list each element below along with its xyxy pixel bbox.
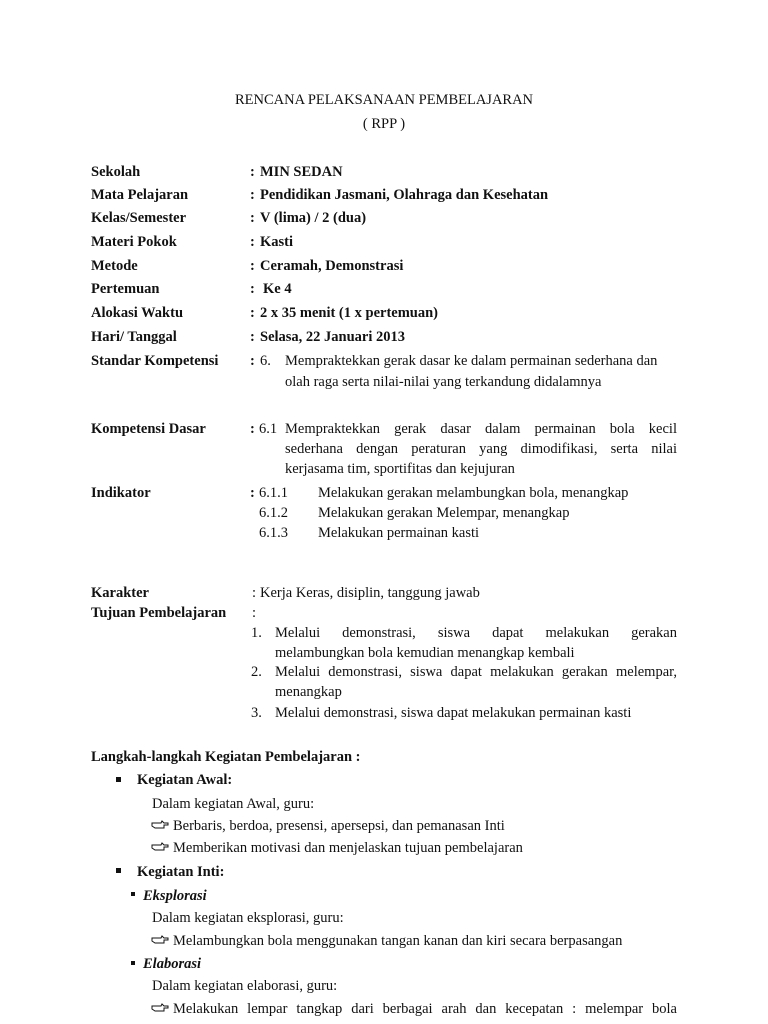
indikator-text: Melakukan permainan kasti — [318, 525, 480, 541]
value-metode: Ceramah, Demonstrasi — [260, 258, 404, 274]
colon: : — [250, 258, 255, 274]
kd-line-3: kerjasama tim, sportifitas dan kejujuran — [285, 461, 515, 477]
indikator-text: Melakukan gerakan melambungkan bola, menangkap — [318, 485, 629, 501]
label-alokasi: Alokasi Waktu — [91, 305, 184, 321]
square-bullet-icon — [116, 777, 121, 782]
colon: : — [250, 305, 255, 321]
kegiatan-awal-intro: Dalam kegiatan Awal, guru: — [152, 796, 315, 812]
eksplorasi-item: Melambungkan bola menggunakan tangan kanan dan kiri secara berpasangan — [173, 933, 623, 949]
square-bullet-icon — [131, 961, 135, 965]
tujuan-line-2: menangkap — [275, 684, 342, 700]
tujuan-num: 1. — [251, 625, 262, 641]
indikator-text: Melakukan gerakan Melempar, menangkap — [318, 505, 570, 521]
label-standar: Standar Kompetensi — [91, 353, 219, 369]
value-karakter: Kerja Keras, disiplin, tanggung jawab — [260, 585, 480, 601]
square-bullet-icon — [116, 868, 121, 873]
elaborasi-title: Elaborasi — [143, 956, 202, 972]
kd-num: 6.1 — [259, 421, 278, 437]
value-mapel: Pendidikan Jasmani, Olahraga dan Kesehatan — [260, 187, 549, 203]
label-kelas: Kelas/Semester — [91, 210, 187, 226]
label-metode: Metode — [91, 258, 138, 274]
colon: : — [250, 353, 255, 369]
indikator-num: 6.1.3 — [259, 525, 288, 541]
label-indikator: Indikator — [91, 485, 151, 501]
langkah-heading: Langkah-langkah Kegiatan Pembelajaran : — [91, 749, 361, 765]
colon: : — [250, 329, 255, 345]
label-hari: Hari/ Tanggal — [91, 329, 177, 345]
square-bullet-icon — [131, 892, 135, 896]
pointing-hand-icon — [151, 1003, 169, 1013]
colon: : — [250, 234, 255, 250]
kegiatan-inti-title: Kegiatan Inti: — [137, 864, 225, 880]
document-subtitle: ( RPP ) — [362, 116, 406, 132]
value-hari: Selasa, 22 Januari 2013 — [260, 329, 406, 345]
colon: : — [250, 421, 255, 437]
standar-num: 6. — [260, 353, 271, 369]
kegiatan-awal-item: Memberikan motivasi dan menjelaskan tujuan pembelajaran — [173, 840, 523, 856]
indikator-num: 6.1.2 — [259, 505, 288, 521]
eksplorasi-title: Eksplorasi — [143, 888, 207, 904]
value-materi: Kasti — [260, 234, 294, 250]
tujuan-line-1: Melalui demonstrasi, siswa dapat melakukan permainan kasti — [275, 705, 632, 721]
label-kd: Kompetensi Dasar — [91, 421, 206, 437]
label-pertemuan: Pertemuan — [91, 281, 160, 297]
colon: : — [252, 605, 257, 621]
indikator-num: 6.1.1 — [259, 485, 288, 501]
tujuan-num: 2. — [251, 664, 262, 680]
pointing-hand-icon — [151, 842, 169, 852]
label-karakter: Karakter — [91, 585, 149, 601]
label-sekolah: Sekolah — [91, 164, 141, 180]
value-kelas: V (lima) / 2 (dua) — [260, 210, 367, 226]
colon: : — [252, 585, 257, 601]
elaborasi-intro: Dalam kegiatan elaborasi, guru: — [152, 978, 338, 994]
tujuan-line-1: Melalui demonstrasi, siswa dapat melakukan gerakan melempar, — [275, 664, 677, 680]
document-title: RENCANA PELAKSANAAN PEMBELAJARAN — [234, 92, 534, 108]
value-alokasi: 2 x 35 menit (1 x pertemuan) — [260, 305, 439, 321]
kd-line-1: Mempraktekkan gerak dasar dalam permainan bola kecil — [285, 421, 677, 437]
kd-line-2: sederhana dengan peraturan yang dimodifikasi, serta nilai — [285, 441, 677, 457]
label-tujuan: Tujuan Pembelajaran — [91, 605, 227, 621]
colon: : — [250, 281, 255, 297]
pointing-hand-icon — [151, 820, 169, 830]
kegiatan-awal-title: Kegiatan Awal: — [137, 772, 233, 788]
eksplorasi-intro: Dalam kegiatan eksplorasi, guru: — [152, 910, 344, 926]
colon: : — [250, 164, 255, 180]
kegiatan-awal-item: Berbaris, berdoa, presensi, apersepsi, dan pemanasan Inti — [173, 818, 505, 834]
colon: : — [250, 187, 255, 203]
label-materi: Materi Pokok — [91, 234, 177, 250]
standar-line-1: Mempraktekkan gerak dasar ke dalam permainan sederhana dan — [285, 353, 658, 369]
tujuan-line-1: Melalui demonstrasi, siswa dapat melakukan gerakan — [275, 625, 677, 641]
tujuan-line-2: melambungkan bola kemudian menangkap kembali — [275, 645, 575, 661]
value-sekolah: MIN SEDAN — [260, 164, 343, 180]
pointing-hand-icon — [151, 935, 169, 945]
label-mapel: Mata Pelajaran — [91, 187, 189, 203]
value-pertemuan: Ke 4 — [263, 281, 292, 297]
tujuan-num: 3. — [251, 705, 262, 721]
colon: : — [250, 485, 255, 501]
colon: : — [250, 210, 255, 226]
standar-line-2: olah raga serta nilai-nilai yang terkandung didalamnya — [285, 374, 602, 390]
elaborasi-item: Melakukan lempar tangkap dari berbagai arah dan kecepatan : melempar bola — [173, 1001, 677, 1017]
